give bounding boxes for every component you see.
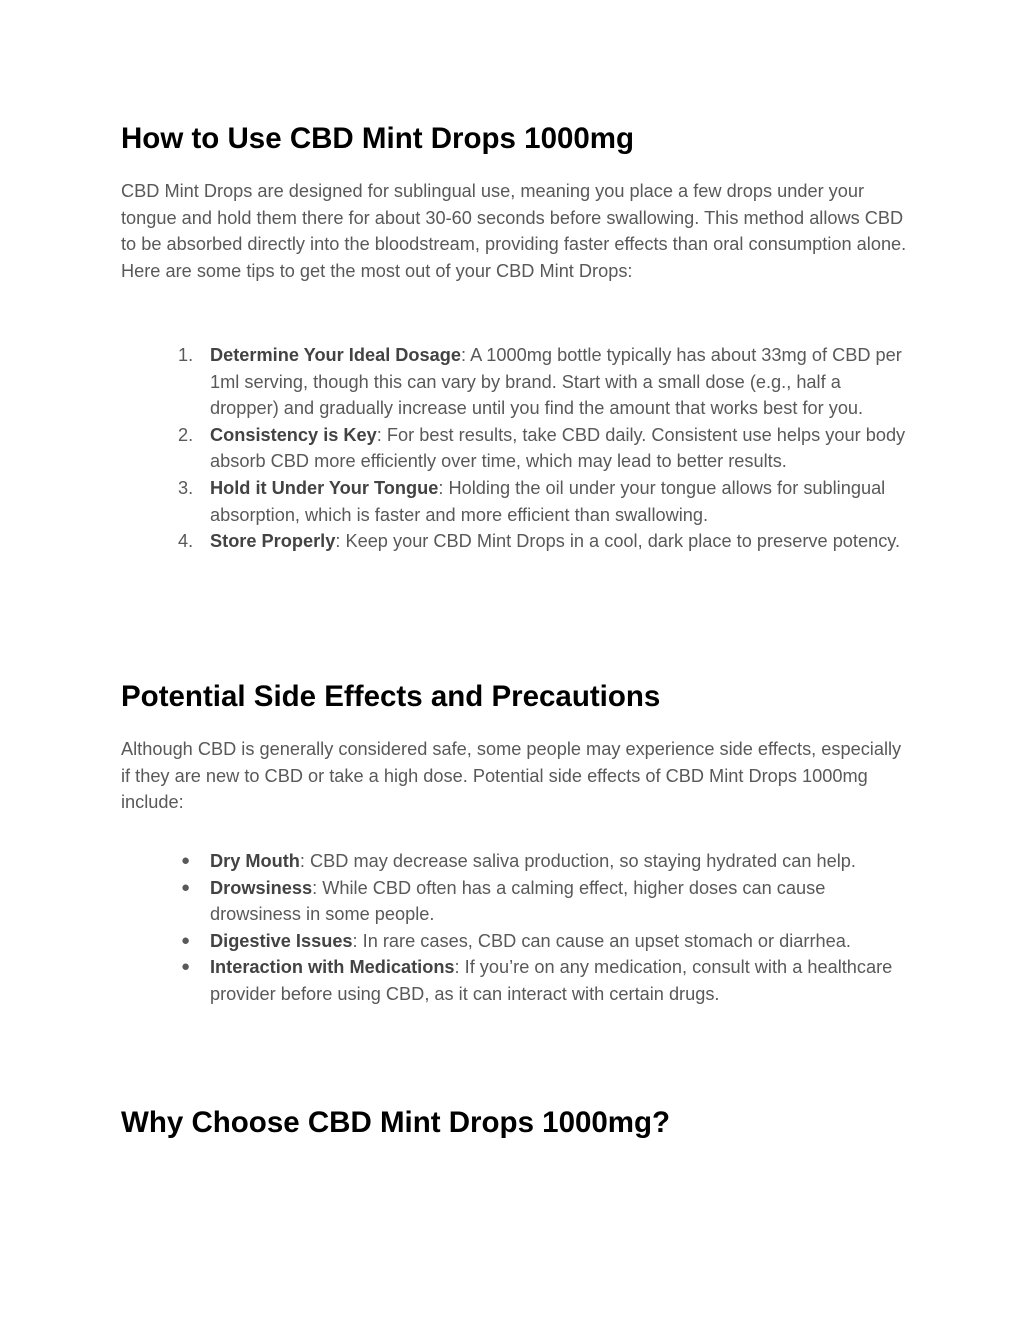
bullet-icon: ● bbox=[181, 878, 191, 896]
bullet-icon: ● bbox=[181, 931, 191, 949]
list-item-title: Hold it Under Your Tongue bbox=[210, 477, 439, 498]
bullet-icon: ● bbox=[181, 958, 191, 976]
list-item bbox=[121, 528, 911, 555]
side-effects-bullet-list bbox=[121, 848, 911, 1008]
list-item-title: Drowsiness bbox=[210, 877, 313, 898]
list-item bbox=[121, 475, 911, 528]
list-number: 2. bbox=[178, 424, 194, 445]
list-item bbox=[121, 954, 911, 1007]
list-item-text: : A 1000mg bottle typically has about 33mg of CBD per 1ml serving, though this can vary by brand. Start with a small dose (e.g., half a dropper) and gradually increase until you find the amount that works best for you. bbox=[210, 345, 902, 419]
list-item bbox=[121, 848, 911, 875]
list-item-title: Store Properly bbox=[210, 531, 336, 552]
section-heading-side-effects: Potential Side Effects and Precautions bbox=[121, 680, 661, 713]
list-item-text: : In rare cases, CBD can cause an upset stomach or diarrhea. bbox=[352, 930, 851, 951]
list-item-text: : CBD may decrease saliva production, so staying hydrated can help. bbox=[299, 851, 856, 871]
list-item bbox=[121, 342, 911, 422]
list-number: 3. bbox=[178, 477, 194, 498]
section-paragraph-side-effects: Although CBD is generally considered safe, some people may experience side effects, especially if they are new to CBD or take a high dose. Potential side effects of CBD Mint Drops 1000mg include: bbox=[121, 739, 902, 813]
list-item bbox=[121, 875, 911, 928]
section-paragraph-how-to-use: CBD Mint Drops are designed for sublingual use, meaning you place a few drops under your tongue and hold them there for about 30-60 seconds before swallowing. This method allows CBD to be absorbed directly into the bloodstream, providing faster effects than oral consumption alone. Here are some tips to get the most out of your CBD Mint Drops: bbox=[121, 181, 907, 281]
list-item-text: : For best results, take CBD daily. Consistent use helps your body absorb CBD more efficiently over time, which may lead to better results. bbox=[210, 424, 906, 472]
list-item bbox=[121, 928, 911, 955]
list-item-title: Consistency is Key bbox=[210, 424, 377, 445]
list-item-title: Interaction with Medications bbox=[210, 957, 455, 978]
tips-numbered-list bbox=[121, 342, 911, 555]
list-item-text: : Holding the oil under your tongue allows for sublingual absorption, which is faster and more efficient than swallowing. bbox=[210, 477, 886, 525]
bullet-icon: ● bbox=[181, 852, 191, 869]
section-heading-how-to-use: How to Use CBD Mint Drops 1000mg bbox=[121, 122, 635, 155]
list-number: 4. bbox=[178, 531, 194, 552]
list-item-text: : While CBD often has a calming effect, higher doses can cause drowsiness in some people. bbox=[210, 877, 826, 925]
section-heading-why-choose: Why Choose CBD Mint Drops 1000mg? bbox=[121, 1106, 671, 1139]
list-number: 1. bbox=[178, 345, 194, 365]
list-item-title: Determine Your Ideal Dosage bbox=[210, 345, 462, 365]
list-item-text: : Keep your CBD Mint Drops in a cool, dark place to preserve potency. bbox=[335, 531, 901, 552]
list-item bbox=[121, 422, 911, 475]
list-item-text: : If you’re on any medication, consult with a healthcare provider before using CBD, as it can interact with certain drugs. bbox=[210, 957, 893, 1004]
list-item-title: Digestive Issues bbox=[210, 930, 353, 951]
list-item-title: Dry Mouth bbox=[210, 851, 300, 871]
